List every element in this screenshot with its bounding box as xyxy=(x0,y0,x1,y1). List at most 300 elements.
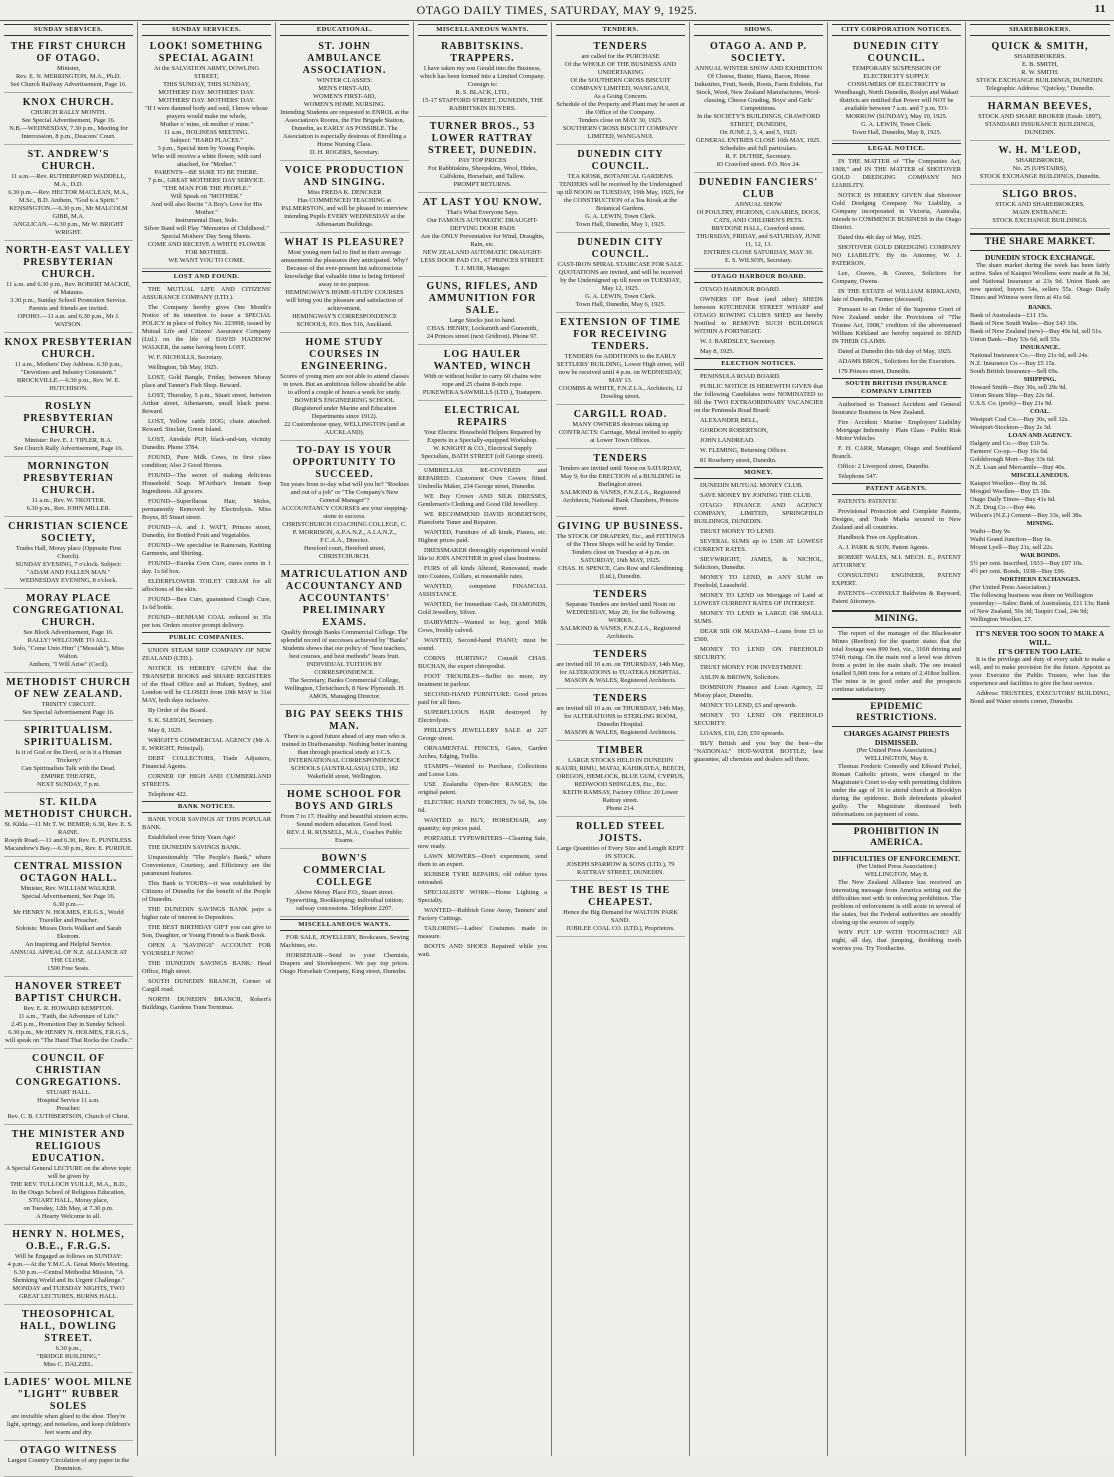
ad-line: MOTHERS' DAY. MOTHERS' DAY. xyxy=(158,89,255,96)
classified-item: WANTED, Furniture of all kinds, Pianos, etc. Highest prices paid. xyxy=(418,529,547,544)
ad-line: PARENTS—BE SURE TO BE THERE. xyxy=(154,169,259,176)
page-number: 11 xyxy=(1094,3,1106,15)
ad-line: Macandrew's Bay.—6.30 p.m., Rev. E. PURDUE. xyxy=(4,845,133,852)
ad-line: Town Hall, Dunedin, May 8, 1925. xyxy=(851,129,942,136)
ad-line: Mr HENRY N. HOLMES, F.R.G.S., World Traveller and Preacher. xyxy=(13,909,124,924)
ad-line: Consign to: xyxy=(467,81,498,88)
notice-item: IN THE ESTATE of WILLIAM KIRKLAND, late of Dunedin, Farmer (deceased). xyxy=(832,288,961,303)
notice-item: THE DUNEDIN SAVINGS BANK. xyxy=(148,844,241,851)
notice-item: Dated this 4th day of May, 1925. xyxy=(838,234,923,241)
notice-item: This Bank is YOURS—it was established by Citizens of Dunedin for the benefit of the People of Dunedin. xyxy=(142,880,271,903)
notice-item: DUNEDIN MUTUAL MONEY CLUB. xyxy=(700,482,803,489)
share-quote-row: Mount Lyell—Buy 21s, sell 22s. xyxy=(970,544,1054,551)
ad-line: ANGLICAN.—6.30 p.m., Mr W. BRIGHT WRIGHT. xyxy=(13,221,124,236)
notice-item: May 8, 1925. xyxy=(700,348,735,355)
advertisement xyxy=(4,459,133,517)
section-body xyxy=(142,816,271,1012)
prohibition-article xyxy=(832,879,961,927)
ad-heading: TENDERS xyxy=(593,693,648,704)
notice-item: F. H. CARR, Manager, Otago and Southland Branch. xyxy=(832,445,961,460)
section-body xyxy=(694,482,823,738)
advertisement xyxy=(4,399,133,457)
advertisement xyxy=(556,235,685,313)
classified-item: BOOTS AND SHOES Repaired while you wait. xyxy=(418,943,547,958)
share-quote-row: Farmers' Co-op.—Buy 16s 6d. xyxy=(970,448,1049,455)
ad-line: In the SOCIETY'S BUILDINGS, CRAWFORD STREET, DUNEDIN, xyxy=(697,113,820,128)
share-quote-row: Westport-Stockton—Buy 2s 3d. xyxy=(970,424,1052,431)
ad-heading: QUICK & SMITH, xyxy=(991,41,1089,52)
notice-item: Telephone 422. xyxy=(148,791,188,798)
ad-line: WINTER CLASSES: xyxy=(316,77,373,84)
ad-line: SHAREBROKER, xyxy=(1015,157,1065,164)
ad-line: 11 a.m. and 6.30 p.m., Rev. ROBERT MACKIE, of Mataura. xyxy=(6,281,131,296)
section-header: MISCELLANEOUS WANTS. xyxy=(280,919,409,931)
ad-heading: TENDERS xyxy=(593,41,648,52)
ad-line: Large Stocks just to hand. xyxy=(449,317,516,324)
advertisement xyxy=(280,163,409,233)
ad-line: HEMINGWAY'S HOME-STUDY COURSES will bring you the pleasure and satisfaction of achievement. xyxy=(285,289,404,312)
column-header: CITY CORPORATION NOTICES. xyxy=(832,24,961,36)
classified-item: WE Buy Crown AND SILK DRESSES, Gentlemen's Clothing and Good Old Jewellery. xyxy=(418,493,547,508)
ad-heading: THEOSOPHICAL HALL, DOWLING STREET. xyxy=(20,1309,117,1344)
advertisement xyxy=(556,315,685,405)
ad-line: QUOTATIONS are invited, and will be received by the Undersigned up till noon on TUESDAY, May 12, 1925. xyxy=(558,269,683,292)
will-ad-address: Address: TRUSTEES, EXECUTORS' BUILDING, Bond and Water streets corner, Dunedin. xyxy=(970,690,1110,705)
ad-line: Hence the Big Demand for WALTON PARK SAND. xyxy=(563,909,678,924)
share-group-heading: MISCELLANEOUS. xyxy=(1011,472,1069,479)
ad-line: That's What Everyone Says. xyxy=(446,209,519,216)
section-header: MONEY. xyxy=(694,467,823,479)
share-market-intro xyxy=(970,262,1110,302)
ad-line: 11 a.m., Mothers' Day Address. 6.30 p.m., "Devotions and Industry Consistent." xyxy=(14,361,123,376)
advertisement xyxy=(4,1307,133,1373)
advertisement xyxy=(556,39,685,145)
ad-line: ENTRIES CLOSE SATURDAY, MAY 30. xyxy=(703,249,814,256)
ad-line: NEXT SUNDAY, 7 p.m. xyxy=(36,781,101,788)
advertisement xyxy=(418,347,547,401)
advertisement xyxy=(280,787,409,849)
share-quote-row: National Insurance Co.—Buy 21s 6d, sell 24s. xyxy=(970,352,1089,359)
ad-line: WE WANT YOU TO COME. xyxy=(168,257,245,264)
ad-line: THIS SUNDAY, THIS SUNDAY, xyxy=(163,81,250,88)
share-quote-row: Westport Coal Co.—Buy 30s, sell 32s. xyxy=(970,416,1069,423)
classified-item: LAWN MOWERS—Don't experiment, send them to an expert. xyxy=(418,853,547,868)
ad-line: WOMEN'S FIRST-AID, xyxy=(312,93,377,100)
share-quote-row: (Per United Press Association.) xyxy=(970,584,1050,591)
ad-line: WOMEN'S HOME NURSING. xyxy=(303,101,386,108)
notice-item: OTAGO FINANCE AND AGENCY COMPANY, LIMITED, SPRINGFIELD BUILDINGS, DUNEDIN. xyxy=(694,502,823,525)
notice-item: PATENTS: PATENTS! xyxy=(838,498,898,505)
article-text: The report of the manager of the Blackwater Mines (Reefton) for the quarter states that the total footage was 890 feet, viz., 316ft driving and 574ft rising. On the main reef a level was driven from a point in the main shaft. The ore treated totalled 5,000 tons for a return of 2,418oz bullion. The mine is in good order and the prospects continue satisfactory. xyxy=(832,630,961,693)
mining-heading: MINING. xyxy=(832,610,961,628)
ad-line: MEN'S FIRST-AID, xyxy=(318,85,371,92)
section-body xyxy=(832,498,961,606)
advertisement xyxy=(4,1051,133,1125)
notice-item: CORNER OF HIGH AND CUMBERLAND STREETS. xyxy=(142,773,271,788)
epidemic-dateline: WELLINGTON, May 8. xyxy=(864,755,929,762)
column-tail xyxy=(694,740,823,764)
notice-item: FOUND—Eureka Corn Cure, cures corns in 1 day. 1s 6d box. xyxy=(142,560,271,575)
ad-line: Can Spiritualists Talk with the Dead. xyxy=(21,765,116,772)
ad-line: MOTHERS' DAY. MOTHERS' DAY. xyxy=(158,97,255,104)
advertisement xyxy=(418,403,547,465)
advertisement xyxy=(4,675,133,721)
share-group-heading: BANKS. xyxy=(1028,304,1052,311)
masthead-title: OTAGO DAILY TIMES, SATURDAY, MAY 9, 1925. xyxy=(416,2,698,17)
ad-line: See Block Advertisement, Page 16. xyxy=(23,629,114,636)
notice-item: ALEXANDER BELL, xyxy=(700,417,759,424)
ad-line: The Secretary, Banks Commercial College, Wellington, Christchurch, 8 New Plymouth. H. AMOS, Managing Director. xyxy=(284,677,405,700)
column-header: EDUCATIONAL. xyxy=(280,24,409,36)
advertisement xyxy=(4,39,133,93)
ad-line: Above Moray Place P.O., Stuart street. Typewriting, Bookkeeping; individual tuition; railway concessions. Telephone 2207. xyxy=(285,889,404,912)
prohibition-subtitle: DIFFICULTIES OF ENFORCEMENT. xyxy=(832,854,961,863)
share-quote-row: 5½ per cent. Inscribed, 1933—Buy £97 10s. xyxy=(970,560,1084,567)
advertisement xyxy=(280,707,409,785)
ad-line: Of POULTRY, PIGEONS, CANARIES, DOGS, CATS, AND CHILDREN'S PETS. xyxy=(696,209,821,224)
ad-line: JUBILEE COAL CO. (LTD.), Proprietors. xyxy=(566,925,675,932)
ad-line: STOCK EXCHANGE BUILDINGS, Dunedin. xyxy=(979,173,1101,180)
section-body xyxy=(142,286,271,630)
ad-heading: SPIRITUALISM. SPIRITUALISM. xyxy=(24,725,113,748)
classified-item: PORTABLE TYPEWRITERS—Cleaning Sale, now ready. xyxy=(418,835,547,850)
share-quote-row: U.S.S. Co. (prefs)—Buy 21s 9d. xyxy=(970,400,1053,407)
ad-line: STOCK AND SHARE BROKER (Estab. 1897), xyxy=(978,113,1102,120)
ad-heading: KNOX CHURCH. xyxy=(22,97,115,108)
column-header: MISCELLANEOUS WANTS. xyxy=(418,24,547,36)
ad-heading: ST. JOHN AMBULANCE ASSOCIATION. xyxy=(302,41,387,76)
notice-item: BANK YOUR SAVINGS AT THIS POPULAR BANK. xyxy=(142,816,271,831)
ad-line: Of the SOUTHERN CROSS BISCUIT COMPANY LIMITED, WANGANUI, xyxy=(570,77,671,92)
ad-line: Ten years from to-day what will you be? "Rookies and out of a job" or "The Company's New General Manager"? xyxy=(280,481,409,504)
classified-item: WANTED, competent FINANCIAL ASSISTANCE. xyxy=(418,583,547,598)
ad-line: RALLY! WELCOME TO ALL. xyxy=(27,637,110,644)
ad-line: Is it of God or the Devil, or is it a Human Trickery? xyxy=(15,749,122,764)
ad-line: Miss C. DALZIEL. xyxy=(43,1361,94,1368)
ad-line: are called for the PURCHASE xyxy=(581,53,660,60)
ad-heading: TENDERS xyxy=(593,453,648,464)
advertisement xyxy=(556,883,685,937)
ad-line: LARGE STOCKS HELD IN DUNEDIN xyxy=(568,757,673,764)
ad-line: INTERNATIONAL CORRESPONDENCE SCHOOLS (AUSTRALASIA) LTD., 182 Wakefield street, Wellington. xyxy=(288,757,401,780)
notice-item: MONEY TO LEND on Mortgage of Land at LOWEST CURRENT RATES OF INTEREST. xyxy=(694,592,823,607)
ad-line: Hospital Service 11 a.m. xyxy=(37,1097,100,1104)
ad-heading: ST. KILDA METHODIST CHURCH. xyxy=(4,797,133,820)
ad-line: Will be Engaged as follows on SUNDAY: xyxy=(14,1253,123,1260)
classified-item: TAILORING—Ladies' Costumes made to measure. xyxy=(418,925,547,940)
ad-line: Rev. E. R. HOWARD KEMPTON. xyxy=(23,1005,114,1012)
ad-heading: ST. ANDREW'S CHURCH. xyxy=(27,149,110,172)
ad-heading: CENTRAL MISSION OCTAGON HALL. xyxy=(13,861,124,884)
share-quote-row: Kaiapoi Woollen—Buy 8s 3d. xyxy=(970,480,1048,487)
ad-line: 6.30 p.m.— xyxy=(53,901,84,908)
section-body xyxy=(142,647,271,799)
ad-line: THE REV. TULLOCH YUILLE, M.A., B.D., xyxy=(10,1181,127,1188)
ad-line: "THE MAN FOR THE PEOPLE." xyxy=(162,185,251,192)
classified-list xyxy=(418,467,547,959)
ad-line: Separate Tenders are invited until Noon on WEDNESDAY, May 20, for the following WORKS. xyxy=(565,601,676,624)
ad-line: Preacher: xyxy=(56,1105,81,1112)
ad-line: Rev. C. B. CUTHBERTSON, Church of Christ. xyxy=(7,1113,130,1120)
classified-item: FURS of all kinds Altered, Renovated, made into Coatees, Collars, at reasonable rates. xyxy=(418,565,547,580)
ad-line: For Rabbitskins, Sheepskins, Wool, Hides, Calfskins, Horsehair, and Tallow. xyxy=(427,165,538,180)
ad-line: Most young men fail to find in their average amusements the pleasures they anticipated. Why? Because of the ever-present but subconscious knowledge that valuable time is being frittered away to no purpose. xyxy=(281,249,408,288)
article-text: The share market during the week has been fairly active. Sales of Kaiapoi Woollens were made at 8s 3d, and National Insurance at 23s 9d. Union Bank are now quoted, buyers 54s, sellers 55s. Otago Daily Times and Witness were firm at 41s 6d. xyxy=(970,262,1110,301)
ad-line: Minister: Rev. E. J. TIPLER, B.A. xyxy=(24,437,113,444)
ad-line: Schedules and full particulars. xyxy=(719,145,798,152)
epidemic-subtitle: CHARGES AGAINST PRIESTS DISMISSED. xyxy=(843,729,950,747)
notice-item: By Order of the Board. xyxy=(148,707,208,714)
share-quote-row: Bank of New Zealand (new)—Buy 49s 6d, sell 51s. xyxy=(970,328,1103,335)
ad-line: Largest Country Circulation of any paper in the Dominion. xyxy=(7,1457,130,1472)
ad-line: In the Otago School of Religious Education, STUART HALL, Moray place, xyxy=(11,1189,126,1204)
column-header: SUNDAY SERVICES. xyxy=(142,24,271,36)
ad-line: A Special General LECTURE on the above topic will be given by xyxy=(5,1165,132,1180)
ad-line: Soloists: Misses Doris Walkart and Sarah Ekstrom. xyxy=(15,925,122,940)
share-quote-row: Wilson's (N.Z.) Cement—Buy 33s, sell 38s. xyxy=(970,512,1083,519)
ad-line: Who will receive a white flower, with card attached, for "Mother." xyxy=(151,153,262,168)
ad-line: TRINITY CIRCUIT. xyxy=(41,701,96,708)
ad-line: CHRISTCHURCH COACHING COLLEGE, C. P. MORRISON, A.P.A.N.Z., A.I.A.N.Z., F.C.A.A., Director. xyxy=(282,521,407,544)
share-quote-row: Howard Smith—Buy 30s, sell 29s 9d. xyxy=(970,384,1068,391)
column-tail xyxy=(832,929,961,953)
ad-heading: MORNINGTON PRESBYTERIAN CHURCH. xyxy=(23,461,114,496)
ad-line: Your Electric Household Helpers Repaired by Experts in a Specially-equipped Workshop. xyxy=(423,429,542,444)
will-ad-subheading: IT'S OFTEN TOO LATE. xyxy=(998,647,1082,656)
ad-line: See Special Advertisement Page 16. xyxy=(22,709,115,716)
ad-line: At the SALVATION ARMY, DOWLING STREET, xyxy=(153,65,260,80)
advertisement xyxy=(4,979,133,1049)
notice-item: CONSULTING ENGINEER, PATENT EXPERT. xyxy=(832,572,961,587)
classified-item: UMBRELLAS RE-COVERED and REPAIRED. Customers' Own Covers fitted. Umbrella Maker, 234 George street, Dunedin. xyxy=(418,467,547,490)
notice-item: Lee, Graves, & Graves, Solicitors for Company, Owens. xyxy=(832,270,961,285)
ad-line: Special Advertisement, See Page 16. xyxy=(21,893,116,900)
section-header: ELECTION NOTICES. xyxy=(694,358,823,370)
notice-item: A. J. PARK & SON, Patent Agents. xyxy=(838,544,930,551)
ad-heading: WHAT IS PLEASURE? xyxy=(284,237,405,248)
notice-item: PENINSULA ROAD BOARD. xyxy=(700,373,781,380)
notice-item: MONEY TO LEND in LARGE OR SMALL SUMS. xyxy=(694,610,823,625)
notice-item: Office: 2 Liverpool street, Dunedin. xyxy=(838,463,930,470)
notice-item: Telephone 547. xyxy=(838,473,878,480)
newspaper-column-3 xyxy=(276,22,414,1456)
ad-line: Tenders close on MAY 30, 1925. xyxy=(578,117,663,124)
notice-item: LOST, Yellow cattle DOG; chain attached. Reward. Sinclair, Green Island. xyxy=(142,418,271,433)
ad-line: Our FAMOUS AUTOMATIC DRAUGHT-DEFYING DOOR PADS xyxy=(427,217,538,232)
ad-line: D. H. ROGERS, Secretary. xyxy=(309,149,380,156)
ad-line: Scores of young men are not able to attend classes in town. But an ambitious fellow should be able to afford a couple of hours a week for study. xyxy=(280,373,409,396)
ad-line: MANY OWNERS desirous taking up CONTRACTS: Carriage, Metal invited to apply at Lower Town Offices. xyxy=(558,421,683,444)
ad-heading: MORAY PLACE CONGREGATIONAL CHURCH. xyxy=(12,593,125,628)
notice-item: Wellington, 5th May, 1925. xyxy=(148,364,219,371)
ad-line: 11 a.m., HOLINESS MEETING. xyxy=(164,129,249,136)
ad-line: STOCK AND SHAREBROKERS, xyxy=(995,201,1085,208)
newspaper-column-8 xyxy=(966,22,1114,1456)
share-group-heading: NORTHERN EXCHANGES. xyxy=(999,576,1081,583)
advertisement xyxy=(970,99,1110,141)
ad-heading: TIMBER xyxy=(597,745,644,756)
ad-line: See Special Advertisement, Page 16. xyxy=(21,117,116,124)
ad-heading: OTAGO WITNESS xyxy=(19,1445,118,1456)
ad-heading: LOG HAULER WANTED, WINCH xyxy=(433,349,532,372)
ad-line: 6.30 p.m., xyxy=(55,1345,82,1352)
masthead xyxy=(0,0,1114,21)
ad-line: STANDARD INSURANCE BUILDINGS, DUNEDIN. xyxy=(984,121,1096,136)
classified-item: WHY PUT UP WITH TOOTHACHE? All night, all day, that jumping, throbbing tooth worries you. Try Toothacine. xyxy=(832,929,961,952)
ad-line: Special Mothers' Day Song Sheets. xyxy=(161,233,252,240)
newspaper-column-4 xyxy=(414,22,552,1456)
ad-heading: RABBITSKINS. TRAPPERS. xyxy=(441,41,524,64)
ad-line: WEDNESDAY EVENING, 8 o'clock. xyxy=(19,577,118,584)
ad-line: 11 a.m.—Rev. RUTHERFORD WADDELL, M.A., D.D. xyxy=(11,173,126,188)
ad-line: 1500 Free Seats. xyxy=(47,965,90,972)
ad-line: 15-17 STAFFORD STREET, DUNEDIN, THE RABBITSKIN BUYERS. xyxy=(421,97,544,112)
ad-line: 11 a.m., "Faith, the Adventure of Life." xyxy=(18,1013,119,1020)
notice-item: UNION STEAM SHIP COMPANY OF NEW ZEALAND (LTD.). xyxy=(142,647,271,662)
article-text: It is the privilege and duty of every adult to make a will, and to make provision for the future. Appoint as your Executor the Public Trustee, who has the experience and facilities to give the best service. xyxy=(970,656,1110,687)
ad-heading: HARMAN BEEVES, xyxy=(987,101,1093,112)
ad-line: Minister, Rev. WILLIAM WALKER. xyxy=(20,885,117,892)
column-header: SUNDAY SERVICES. xyxy=(4,24,133,36)
ad-line: 4 p.m.—At the Y.M.C.A. Great Men's Meeting. xyxy=(7,1261,130,1268)
notice-item: S. K. SLEIGH, Secretary. xyxy=(148,717,214,724)
notice-item: MONEY TO LEND ON FREEHOLD SECURITY. xyxy=(694,712,823,727)
share-quote-row: Bank of New South Wales—Buy £43 10s. xyxy=(970,320,1078,327)
ad-line: I have taken my son Gerald into the Business, which has been formed into a Limited Company. xyxy=(420,65,545,80)
notice-item: GORDON ROBERTSON, xyxy=(700,427,769,434)
ad-line: INDIVIDUAL TUITION BY CORRESPONDENCE. xyxy=(306,661,383,676)
ad-line: And will also Recite "A Boy's Love for His Mother." xyxy=(151,201,262,216)
notice-item: THE DUNEDIN SAVINGS BANK pays a higher rate of interest to Depositors. xyxy=(142,906,271,921)
advertisement xyxy=(4,859,133,977)
ad-line: 6.30 p.m., Mr HENRY N. HOLMES, F.R.G.S., will speak on "The Hand That Rocks the Cradle." xyxy=(5,1029,132,1044)
advertisement xyxy=(4,1443,133,1477)
notice-item: NORTH DUNEDIN BRANCH, Robert's Buildings, Gardens Tram Terminus. xyxy=(142,996,271,1011)
notice-item: WRIGHT'S COMMERCIAL AGENCY (Mr A. E. WRIGHT, Principal). xyxy=(142,737,271,752)
ad-line: Schedule of the Property and Plant may be seen at the Office of the Company. xyxy=(556,101,685,116)
ad-line: Tenders are invited until Noon on SATURDAY, May 9, for the ERECTION of a BUILDING in Burlington street. xyxy=(559,465,682,488)
advertisement xyxy=(694,175,823,269)
ad-line: R. F. DUTHIE, Secretary. xyxy=(725,153,792,160)
ad-line: BRYDONE HALL, Crawford street. xyxy=(711,225,806,232)
ad-line: Trades Hall, Moray place (Opposite First Church). xyxy=(15,545,122,560)
ad-line: are invited till 10 a.m. on THURSDAY, 14th May, for ALTERATIONS to TUATEKA HOSPITAL. xyxy=(556,661,685,676)
ad-line: Solo, "Come Unto Him" ("Messiah"), Miss Walton. xyxy=(13,645,124,660)
advertisement xyxy=(970,143,1110,185)
ad-line: SUNDAY EVENING, 7 o'clock. Subject: xyxy=(15,561,122,568)
ad-line: 3.30 p.m., Sunday School Promotion Service. Parents and friends are invited. xyxy=(10,297,127,312)
ad-line: With or without boiler to carry 60 chains wire rope and 25 chains 8-inch rope. xyxy=(423,373,542,388)
ad-line: TENDERS will be received by the Undersigned up till NOON on TUESDAY, 19th May, 1925, for the CONSTRUCTION of a Tea Kiosk at the Botanical Gardens. xyxy=(556,181,685,212)
notice-item: FOUND—Superfluous Hair, Moles, permanently Removed by Electrolysis. Miss Boyes, 85 Stuart street. xyxy=(142,498,271,521)
ad-heading: THE FIRST CHURCH OF OTAGO. xyxy=(10,41,127,64)
ad-line: KAURI, RIMU, MATAI, KAHIKATEA, BEECH, OREGON, HEMLOCK, BLUE GUM, CYPRUS, REDWOOD SHINGLES, Etc., Etc. xyxy=(556,765,685,788)
notice-item: Authorised to Transact Accident and General Insurance Business in New Zealand. xyxy=(832,401,961,416)
ad-heading: TENDERS xyxy=(593,589,648,600)
notice-item: FOUND—The secret of making delicious Household Soap. M'Arthur's Instant Soap Ingredients. All grocers. xyxy=(142,472,271,495)
share-quote-row: Mosgiel Woollen—Buy £5 18s. xyxy=(970,488,1052,495)
classified-item: RUBBER TYRE REPAIRS; old rubber tyres retreaded. xyxy=(418,871,547,886)
advertisement xyxy=(418,279,547,345)
advertisement xyxy=(280,851,409,917)
ad-heading: VOICE PRODUCTION AND SINGING. xyxy=(284,165,405,188)
ad-line: There is a good future ahead of any man who is trained in Draftsmanship. Nothing better training than through practical study at I.C.S. xyxy=(281,733,408,756)
ad-line: Subject: "HARD PLACES." xyxy=(170,137,243,144)
advertisement xyxy=(280,39,409,161)
prohibition-source: (Per United Press Association.) xyxy=(856,863,937,870)
ad-line: MONDAY and TUESDAY NIGHTS, TWO GREAT LECTURES, BURNS HALL. xyxy=(12,1285,125,1300)
notice-item: FOR SALE, JEWELLERY, Bookcases, Sewing Machines, etc. xyxy=(280,934,409,949)
notice-item: Dated at Dunedin this 6th day of May, 1925. xyxy=(838,348,952,355)
ad-heading: LADIES' WOOL MILNE "LIGHT" RUBBER SOLES xyxy=(4,1377,133,1412)
section-body xyxy=(832,158,961,376)
notice-item: HORSEHAIR—Send to your Chemists, Drapers and Storekeepers. We pay top prices. Otago Horsehair Company, King street, Dunedin. xyxy=(280,952,409,975)
advertisement xyxy=(4,1375,133,1441)
ad-heading: W. H. M'LEOD, xyxy=(998,145,1082,156)
notice-item: Provisional Protection and Complete Patents, Designs, and Trade Marks secured in New Zealand and all countries. xyxy=(832,508,961,531)
section-header: LEGAL NOTICE. xyxy=(832,143,961,155)
ad-line: The STOCK OF DRAPERY, Etc., and FITTINGS of the Three Shops will be sold by Tender. xyxy=(556,533,685,548)
ad-line: 24 Princes street (next Gridiron). Phone 97. xyxy=(426,333,539,340)
notice-item: MONEY TO LEND ON FREEHOLD SECURITY. xyxy=(694,646,823,661)
divider xyxy=(970,626,1110,627)
share-quote-row: Dalgety and Co.—Buy £10 5s. xyxy=(970,440,1049,447)
share-quote-row: Otago Daily Times—Buy 41s 6d. xyxy=(970,496,1056,503)
ad-line: JOSEPH SPARROW & SONS (LTD.), 79 RATTRAY STREET, DUNEDIN. xyxy=(566,861,675,876)
ad-line: on Tuesday, 12th May, at 7.30 p.m. xyxy=(23,1205,114,1212)
ad-line: STUART HALL. xyxy=(46,1089,91,1096)
newspaper-column-6 xyxy=(690,22,828,1456)
notice-item: PATENTS—CONSULT Baldwins & Rayward, Patent Attorneys. xyxy=(832,590,961,605)
notice-item: TRUST MONEY TO LEND. xyxy=(700,528,776,535)
classified-item: STAMPS—Wanted to Purchase, Collections and Loose Lots. xyxy=(418,763,547,778)
notice-item: NOTICE IS HEREBY GIVEN that the TRANSFER BOOKS and SHARE REGISTERS of the Head Office and at Hobart, Sydney, and London will be CLOSED from 19th MAY to 31st MAY, both days inclusive. xyxy=(142,665,271,704)
ad-line: CONSUMERS OF ELECTRICITY in Woodhaugh, North Dunedin, Roslyn and Wakari districts are notified that Power will NOT be available between 7 a.m. and 7 p.m. TO-MORROW (SUNDAY), May 10, 1925. xyxy=(834,81,959,120)
advertisement xyxy=(4,519,133,589)
ad-line: CHAS. H. SPENCE, Cars Row and Glendinning (Ltd.), Dunedin. xyxy=(558,565,683,580)
classified-item: USE Zealandia Open-fire RANGES; the original patent. xyxy=(418,781,547,796)
ad-heading: BOWN'S COMMERCIAL COLLEGE xyxy=(303,853,386,888)
ad-heading: ROSLYN PRESBYTERIAN CHURCH. xyxy=(23,401,114,436)
ad-line: Rosyth Road.—11 and 6.30, Rev. E. PUNDLESS. xyxy=(4,837,133,844)
ad-line: Town Hall, Dunedin, May 6, 1925. xyxy=(575,301,666,308)
epidemic-heading: EPIDEMIC RESTRICTIONS. xyxy=(832,698,961,727)
notice-item: DOMINION Finance and Loan Agency, 22 Moray place, Dunedin. xyxy=(694,684,823,699)
notice-item: SEVERAL SUMS up to £500 AT LOWEST CURRENT RATES. xyxy=(694,538,823,553)
ad-line: COOMBS & WHITE, F.N.Z.I.A., Architects, 12 Dowling street. xyxy=(558,385,683,400)
advertisement xyxy=(280,235,409,333)
notice-item: DEBT COLLECTORS, Trade Adjusters, Financial Agents. xyxy=(142,755,271,770)
ad-line: GENERAL ENTRIES CLOSE 16th MAY, 1925. xyxy=(696,137,821,144)
advertisement xyxy=(970,39,1110,97)
notice-item: W. F. NICHOLLS, Secretary. xyxy=(148,354,223,361)
section-body xyxy=(832,401,961,481)
advertisement xyxy=(280,567,409,705)
ad-line: From 7 to 17. Healthy and beautiful sixteen acres. Sound modern education. Good food. xyxy=(280,813,409,828)
classified-item: SPECIALISTS' WORK—Home Lighting a Specialty. xyxy=(418,889,547,904)
notice-item: Established over Sixty Years Ago! xyxy=(148,834,236,841)
ad-line: Of Cheese, Butter, Hams, Bacon, Home Industries, Fruit, Seeds, Roots, Farm Exhibits, Fat Stock, Wool, New Zealand Manufactures, Wool-classing, Cheese Grading, Boys' and Girls' Competitions. xyxy=(694,73,823,112)
newspaper-column-2 xyxy=(138,22,276,1456)
ad-line: Anthem, "I Will Arise" (Cecil). xyxy=(28,661,109,668)
advertisement xyxy=(556,819,685,881)
ad-heading: CHRISTIAN SCIENCE SOCIETY, xyxy=(8,521,129,544)
will-ad-heading: IT'S NEVER TOO SOON TO MAKE A WILL. xyxy=(975,629,1105,647)
classified-item: ORNAMENTAL FENCES, Gates, Garden Arches, Edging, Trellis. xyxy=(418,745,547,760)
section-header: PUBLIC COMPANIES. xyxy=(142,632,271,644)
ad-line: CHURCH RALLY MONTH. xyxy=(30,109,107,116)
ad-line: ANNUAL SHOW xyxy=(734,201,783,208)
